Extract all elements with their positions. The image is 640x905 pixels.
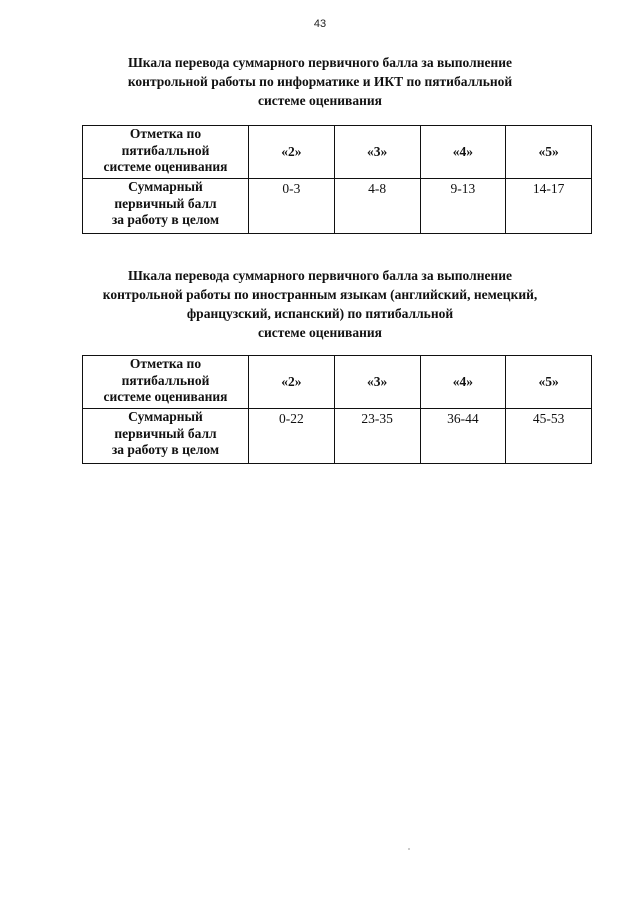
- score-cell: 9-13: [420, 179, 506, 234]
- grade-cell: «4»: [420, 356, 506, 409]
- title-line: системе оценивания: [258, 325, 382, 340]
- title-line: Шкала перевода суммарного первичного балла за выполнение: [127, 55, 513, 70]
- grade-cell: «5»: [506, 126, 592, 179]
- scan-speck: [408, 848, 410, 850]
- score-cell: 14-17: [506, 179, 592, 234]
- row-header-grade: [83, 356, 249, 409]
- score-cell: 23-35: [334, 409, 420, 464]
- scale-title-foreign-languages: [60, 266, 580, 342]
- header-line: Отметка по: [129, 356, 202, 371]
- score-cell: 0-3: [249, 179, 335, 234]
- row-header-score: [83, 179, 249, 234]
- scale-title-informatics: [60, 53, 580, 110]
- title-line: системе оценивания: [258, 93, 382, 108]
- grade-cell: «4»: [420, 126, 506, 179]
- row-header-grade: [83, 126, 249, 179]
- header-line: пятибалльной: [121, 372, 210, 388]
- grade-conversion-table-informatics: [82, 125, 592, 234]
- grade-cell: «3»: [334, 126, 420, 179]
- score-cell: 36-44: [420, 409, 506, 464]
- grade-cell: «5»: [506, 356, 592, 409]
- score-cell: 45-53: [506, 409, 592, 464]
- header-line: системе оценивания: [103, 159, 228, 174]
- header-line: за работу в целом: [111, 212, 220, 227]
- header-line: первичный балл: [114, 425, 217, 441]
- table-row-grades: [83, 126, 592, 179]
- header-line: Суммарный: [128, 179, 203, 194]
- header-line: Суммарный: [128, 409, 203, 424]
- grade-cell: «2»: [249, 126, 335, 179]
- header-line: за работу в целом: [111, 442, 220, 457]
- grade-cell: «3»: [334, 356, 420, 409]
- title-line: контрольной работы по информатике и ИКТ по пятибалльной: [127, 74, 513, 89]
- header-line: первичный балл: [114, 195, 217, 211]
- grade-cell: «2»: [249, 356, 335, 409]
- title-line: Шкала перевода суммарного первичного балла за выполнение: [127, 268, 513, 283]
- table-row-scores: [83, 409, 592, 464]
- title-line: французский, испанский) по пятибалльной: [186, 306, 454, 321]
- table-row-grades: [83, 356, 592, 409]
- row-header-score: [83, 409, 249, 464]
- header-line: системе оценивания: [103, 389, 228, 404]
- score-cell: 0-22: [249, 409, 335, 464]
- grade-conversion-table-foreign-languages: [82, 355, 592, 464]
- header-line: пятибалльной: [121, 142, 210, 158]
- table-row-scores: [83, 179, 592, 234]
- page-number: 43: [313, 18, 327, 30]
- title-line: контрольной работы по иностранным языкам (английский, немецкий,: [102, 287, 538, 302]
- header-line: Отметка по: [129, 126, 202, 141]
- score-cell: 4-8: [334, 179, 420, 234]
